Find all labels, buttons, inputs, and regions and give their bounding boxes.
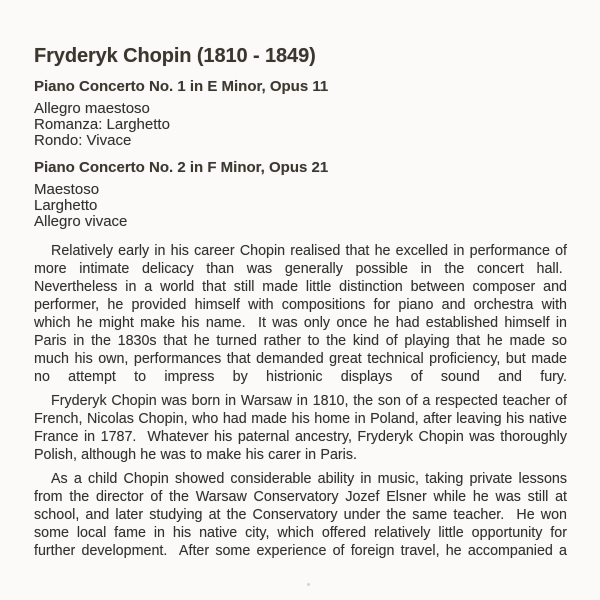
biography-section xyxy=(34,242,567,560)
bio-paragraph: Relatively early in his career Chopin realised that he excelled in performance of more intimate delicacy than was generally possible in the concert hall. Nevertheless in a world that still made little distinction between composer and performer, he provided himself with compositions for piano and orchestra with which he might make his name. It was only once he had established himself in Paris in the 1830s that he turned rather to the kind of playing that he made so much his own, performances that demanded great technical proficiency, but made no attempt to impress by histrionic displays of sound and fury. xyxy=(34,243,567,385)
movement-line: Allegro vivace xyxy=(34,213,128,230)
scan-speck xyxy=(307,583,310,586)
bio-paragraph: As a child Chopin showed considerable ability in music, taking private lessons from the director of the Warsaw Conservatory Jozef Elsner while he was still at school, and later studying at the Conservatory under the same teacher. He won some local fame in his native city, which offered relatively little opportunity for further development. After some experience of foreign travel, he accompanied a xyxy=(34,471,567,559)
work-1-heading: Piano Concerto No. 1 in E Minor, Opus 11 xyxy=(34,78,329,95)
movement-line: Larghetto xyxy=(34,197,98,214)
movement-line: Rondo: Vivace xyxy=(34,132,132,149)
work-2-movements xyxy=(34,182,567,230)
movement-line: Maestoso xyxy=(34,181,100,198)
bio-paragraph: Fryderyk Chopin was born in Warsaw in 1810, the son of a respected teacher of French, Nicolas Chopin, who had made his home in Poland, after leaving his native France in 1787. Whatever his paternal ancestry, Fryderyk Chopin was thoroughly Polish, although he was to make his carer in Paris. xyxy=(34,393,567,463)
work-1-movements xyxy=(34,101,567,149)
movement-line: Romanza: Larghetto xyxy=(34,116,170,133)
movement-line: Allegro maestoso xyxy=(34,100,150,117)
work-2-heading: Piano Concerto No. 2 in F Minor, Opus 21 xyxy=(34,159,329,176)
page-title: Fryderyk Chopin (1810 - 1849) xyxy=(34,45,316,67)
